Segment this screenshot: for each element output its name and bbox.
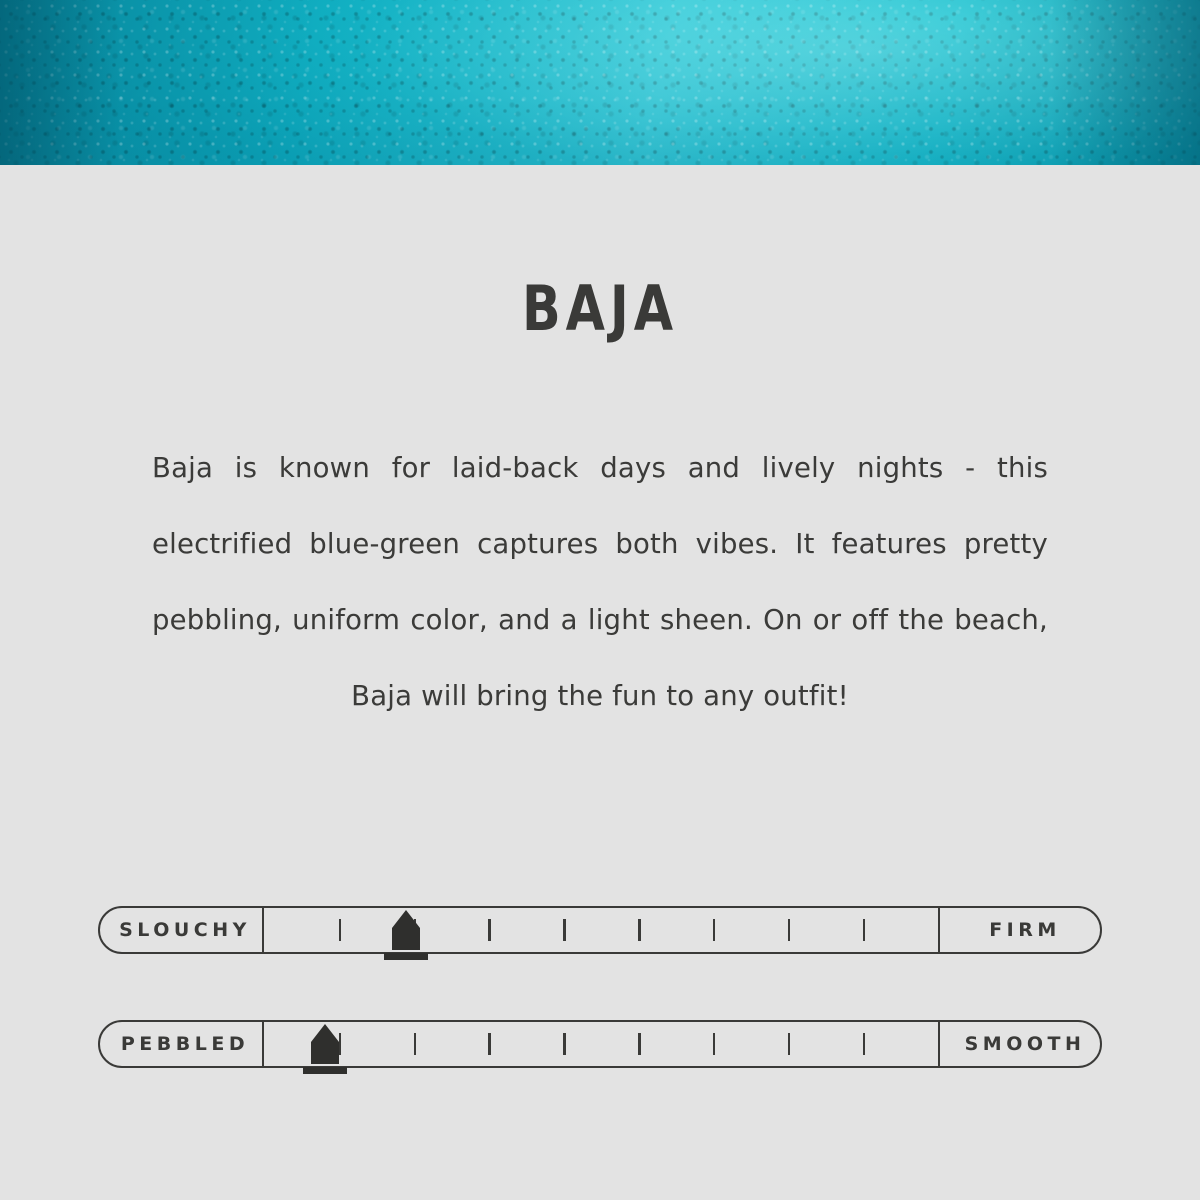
scale-tick — [339, 919, 342, 941]
page-title: BAJA — [521, 272, 679, 345]
marker-point-icon — [311, 1024, 339, 1042]
scale-tick — [563, 1033, 566, 1055]
scale-tick — [863, 1033, 866, 1055]
swatch-edge-shadow-right — [1050, 0, 1200, 165]
marker-base — [384, 953, 428, 960]
scale-tick — [713, 1033, 716, 1055]
leather-swatch-image — [0, 0, 1200, 165]
swatch-sheen-highlight — [0, 0, 1200, 165]
scale-structure — [98, 906, 1104, 956]
scale-tick — [863, 919, 866, 941]
scale-tick — [788, 1033, 791, 1055]
description-text: Baja is known for laid-back days and lively nights - this electrified blue-green captures both vibes. It features pretty pebbling, uniform color, and a light sheen. On or off the beach, Baja will bring the fun to any outfit! — [152, 452, 1048, 712]
scale-right-label: SMOOTH — [938, 1020, 1104, 1068]
scale-tick — [638, 1033, 641, 1055]
scale-tick — [788, 919, 791, 941]
scale-right-label: FIRM — [938, 906, 1104, 954]
scale-tick — [488, 919, 491, 941]
scale-texture — [98, 1020, 1104, 1070]
scale-left-label: SLOUCHY — [98, 906, 264, 954]
scale-tick — [488, 1033, 491, 1055]
scale-tick — [563, 919, 566, 941]
scale-ticks — [264, 1020, 938, 1068]
scale-tick — [713, 919, 716, 941]
scale-tick — [638, 919, 641, 941]
swatch-edge-shadow-left — [0, 0, 120, 165]
attribute-scales — [98, 906, 1104, 1134]
scale-left-label: PEBBLED — [98, 1020, 264, 1068]
scale-marker[interactable] — [303, 1024, 347, 1074]
marker-base — [303, 1067, 347, 1074]
marker-body — [392, 928, 420, 950]
scale-tick — [414, 1033, 417, 1055]
marker-body — [311, 1042, 339, 1064]
scale-marker[interactable] — [384, 910, 428, 960]
scale-ticks — [264, 906, 938, 954]
marker-point-icon — [392, 910, 420, 928]
